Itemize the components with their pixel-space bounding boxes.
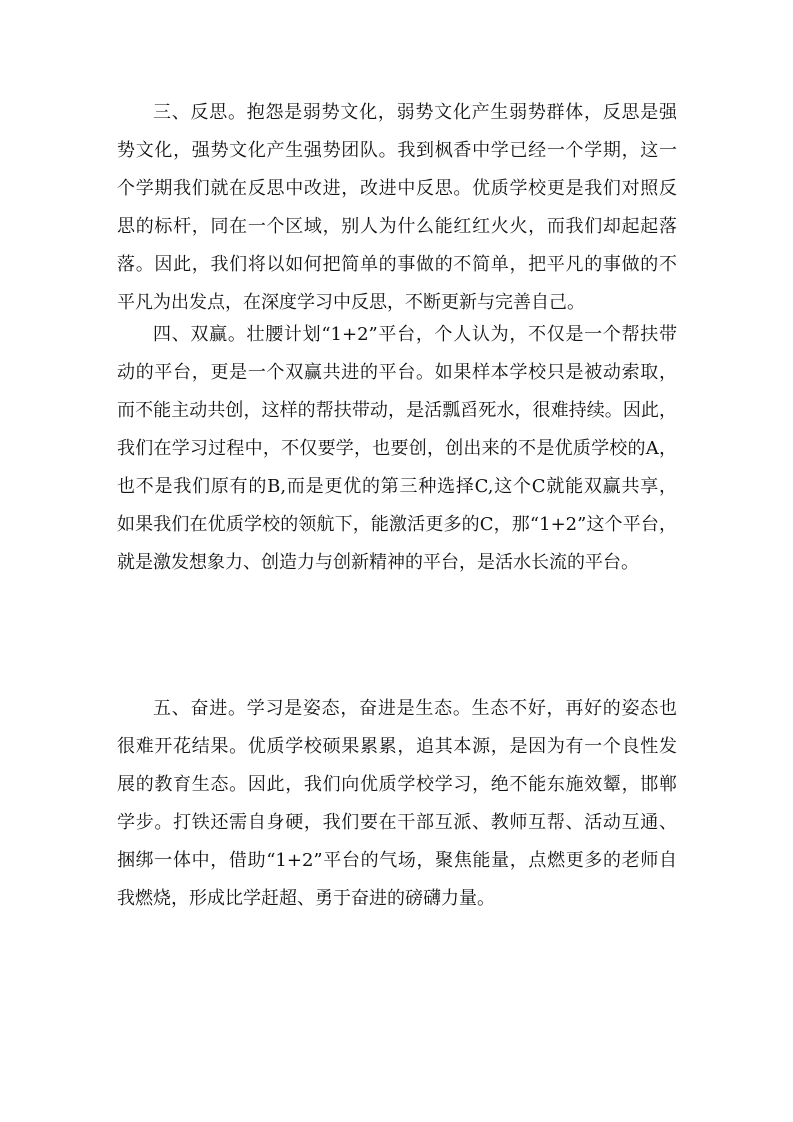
paragraph-line: 我们在学习过程中，不仅要学，也要创，创出来的不是优质学校的A，: [117, 438, 677, 459]
paragraph-line: 五、奋进。学习是姿态，奋进是生态。生态不好，再好的姿态也: [153, 698, 677, 719]
paragraph-line: 三、反思。抱怨是弱势文化，弱势文化产生弱势群体，反思是强: [153, 102, 677, 123]
paragraph-line: 如果我们在优质学校的领航下，能激活更多的C，那“1+2”这个平台，: [117, 514, 677, 535]
paragraph-line: 捆绑一体中，借助“1+2”平台的气场，聚焦能量，点燃更多的老师自: [117, 850, 677, 871]
paragraph-line: 很难开花结果。优质学校硕果累累，追其本源，是因为有一个良性发: [117, 736, 677, 757]
paragraph-line: 学步。打铁还需自身硬，我们要在干部互派、教师互帮、活动互通、: [117, 812, 677, 833]
paragraph-line: 个学期我们就在反思中改进，改进中反思。优质学校更是我们对照反: [117, 178, 677, 199]
paragraph-line: 四、双赢。壮腰计划“1+2”平台，个人认为，不仅是一个帮扶带: [153, 324, 677, 345]
paragraph-line: 而不能主动共创，这样的帮扶带动，是活瓢舀死水，很难持续。因此，: [117, 400, 677, 421]
paragraph-striving: [117, 690, 677, 918]
paragraph-line: 我燃烧，形成比学赶超、勇于奋进的磅礴力量。: [117, 888, 495, 909]
paragraph-line: 落。因此，我们将以如何把简单的事做的不简单，把平凡的事做的不: [117, 254, 677, 275]
paragraph-win-win: [117, 316, 677, 582]
paragraph-line: 就是激发想象力、创造力与创新精神的平台，是活水长流的平台。: [117, 552, 639, 573]
paragraph-line: 展的教育生态。因此，我们向优质学校学习，绝不能东施效颦，邯郸: [117, 774, 677, 795]
paragraph-line: 平凡为出发点，在深度学习中反思，不断更新与完善自己。: [117, 292, 585, 313]
paragraph-line: 思的标杆，同在一个区域，别人为什么能红红火火，而我们却起起落: [117, 216, 677, 237]
paragraph-line: 也不是我们原有的B,而是更优的第三种选择C,这个C就能双赢共享，: [117, 476, 677, 497]
paragraph-line: 动的平台，更是一个双赢共进的平台。如果样本学校只是被动索取，: [117, 362, 677, 383]
paragraph-line: 势文化，强势文化产生强势团队。我到枫香中学已经一个学期，这一: [117, 140, 677, 161]
paragraph-reflection: [117, 94, 677, 322]
